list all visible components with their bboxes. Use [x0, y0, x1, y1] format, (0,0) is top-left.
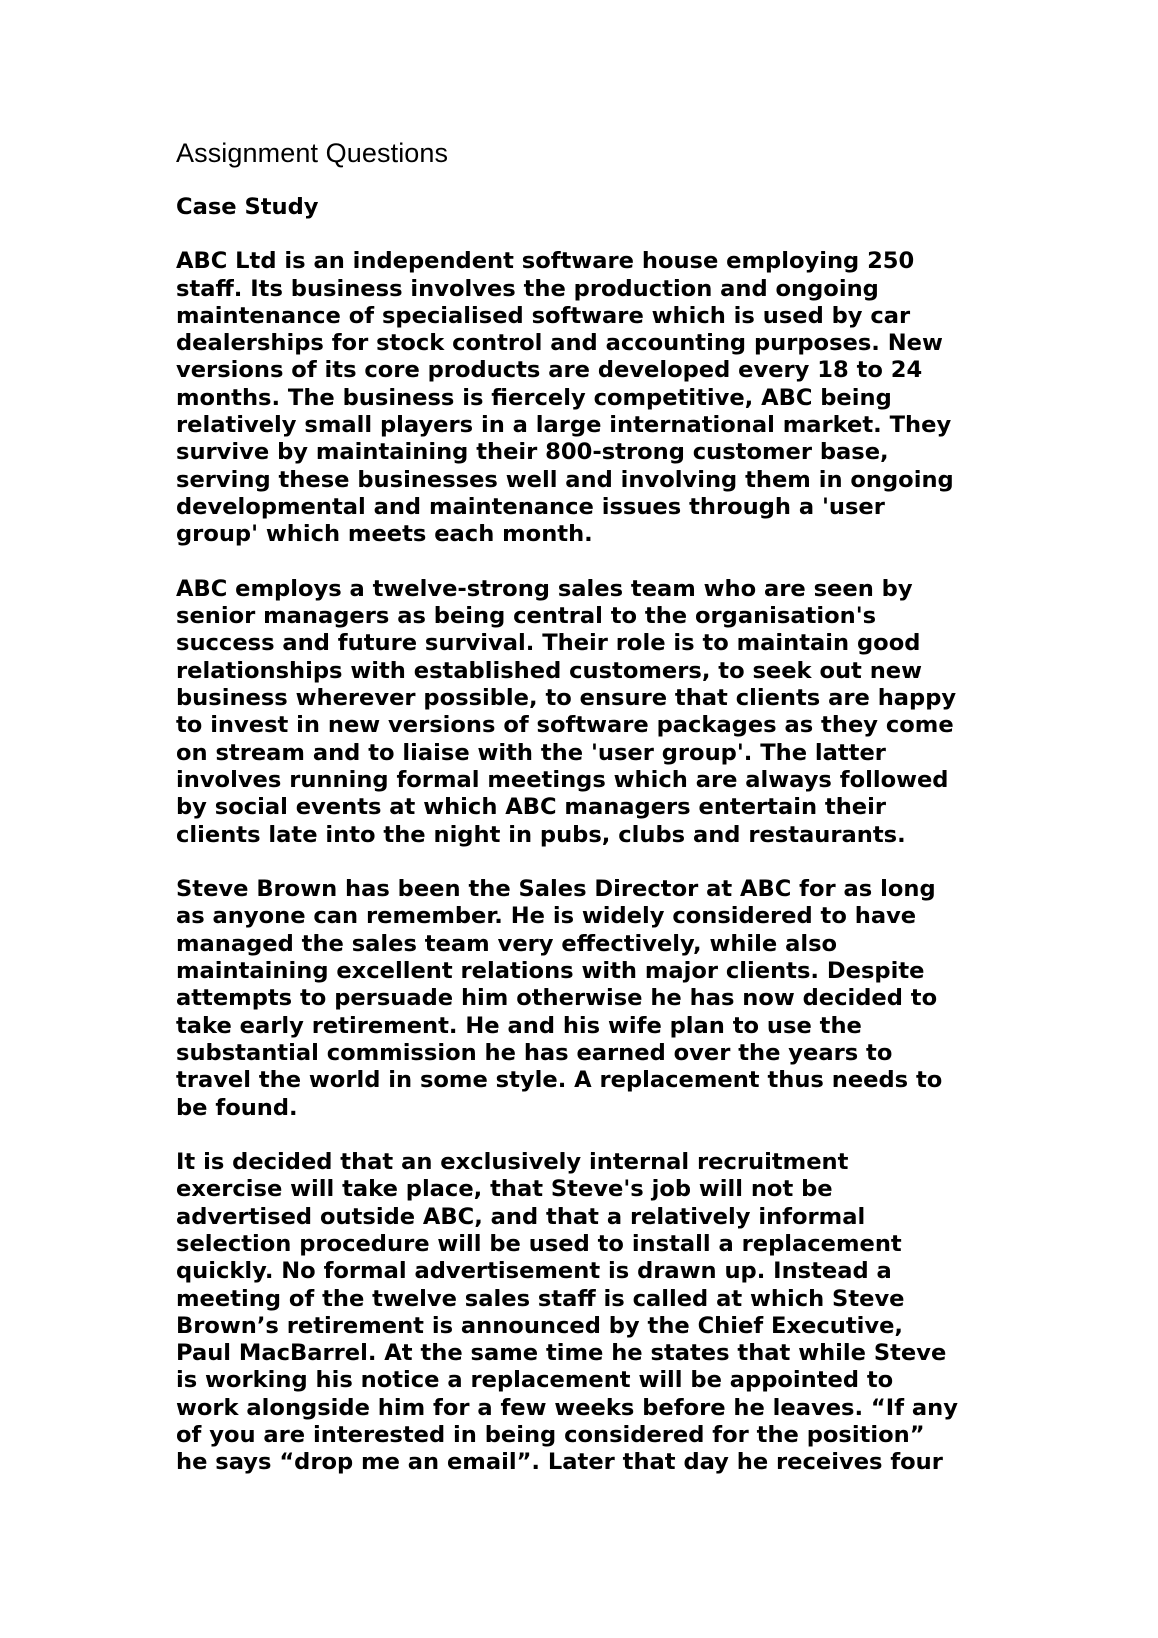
paragraph-company-overview: ABC Ltd is an independent software house employing 250 staff. Its business involves the production and ongoing maintenance of specialised software which is used by car dealerships for stock control and accounting purposes. New versions of its core products are developed every 18 to 24 months. The business is fiercely competitive, ABC being relatively small players in a large international market. They survive by maintaining their 800-strong customer base, serving these businesses well and involving them in ongoing developmental and maintenance issues through a 'user group' which meets each month.	[176, 248, 954, 548]
page-title: Assignment Questions	[176, 138, 449, 168]
paragraph-sales-team: ABC employs a twelve-strong sales team who are seen by senior managers as being central to the organisation's success and future survival. Their role is to maintain good relationships with established customers, to seek out new business wherever possible, to ensure that clients are happy to invest in new versions of software packages as they come on stream and to liaise with the 'user group'. The latter involves running formal meetings which are always followed by social events at which ABC managers entertain their clients late into the night in pubs, clubs and restaurants.	[176, 575, 957, 848]
paragraph-recruitment: It is decided that an exclusively internal recruitment exercise will take place, that Steve's job will not be advertised outside ABC, and that a relatively informal selection procedure will be used to install a replacement quickly. No formal advertisement is drawn up. Instead a meeting of the twelve sales staff is called at which Steve Brown’s retirement is announced by the Chief Executive, Paul MacBarrel. At the same time he states that while Steve is working his notice a replacement will be appointed to work alongside him for a few weeks before he leaves. “If any of you are interested in being considered for the position” he says “drop me an email”. Later that day he receives four	[176, 1149, 958, 1476]
section-heading: Case Study	[176, 194, 319, 220]
paragraph-sales-director: Steve Brown has been the Sales Director at ABC for as long as anyone can remember. He is widely considered to have managed the sales team very effectively, while also maintaining excellent relations with major clients. Despite attempts to persuade him otherwise he has now decided to take early retirement. He and his wife plan to use the substantial commission he has earned over the years to travel the world in some style. A replacement thus needs to be found.	[176, 876, 943, 1121]
document-body	[176, 136, 1006, 1504]
